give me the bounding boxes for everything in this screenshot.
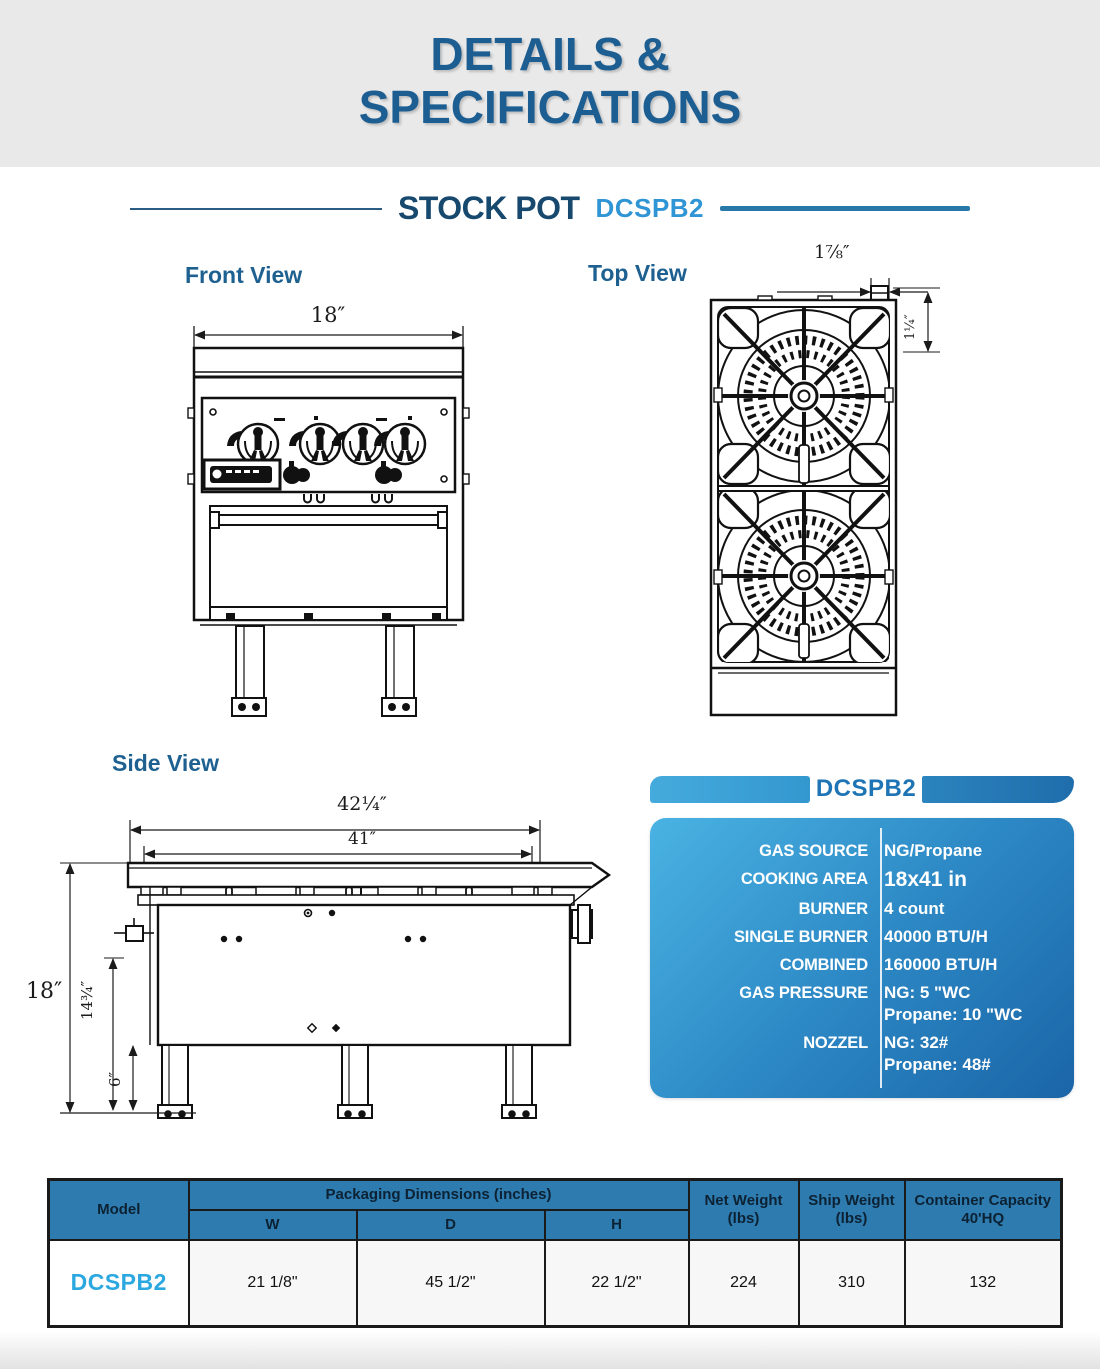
side-leg bbox=[158, 1045, 192, 1118]
gas-valve bbox=[114, 918, 154, 941]
spec-panel-header bbox=[650, 776, 1074, 803]
side-body-height-dimension: 14¾″ bbox=[78, 980, 96, 1020]
top-view-label: Top View bbox=[588, 260, 687, 286]
table-header-h: H bbox=[545, 1210, 689, 1240]
top-connection-height-dimension: 1¼″ bbox=[903, 314, 918, 340]
side-knob bbox=[572, 905, 592, 943]
side-view-label: Side View bbox=[112, 750, 219, 776]
page-title-line-1: DETAILS & bbox=[430, 28, 670, 80]
table-header-net-weight: Net Weight (lbs) bbox=[689, 1180, 799, 1240]
side-overall-depth-dimension: 42¼″ bbox=[337, 793, 387, 815]
table-cell-d: 45 1/2" bbox=[357, 1240, 545, 1327]
packaging-table bbox=[47, 1178, 1063, 1328]
spec-panel-divider bbox=[880, 828, 882, 1088]
table-header-model: Model bbox=[49, 1180, 189, 1240]
front-leg bbox=[232, 626, 266, 716]
spec-row-combined: COMBINED 160000 BTU/H bbox=[779, 955, 998, 974]
spec-panel bbox=[650, 776, 1074, 1098]
page-bottom-fade bbox=[0, 1331, 1100, 1369]
page-title-line-2: SPECIFICATIONS bbox=[358, 81, 742, 133]
top-view-drawing bbox=[688, 240, 978, 730]
top-connection-offset-dimension: 1⅞″ bbox=[814, 242, 850, 263]
table-header-d: D bbox=[357, 1210, 545, 1240]
spec-header-bar-right bbox=[922, 776, 1074, 803]
spec-panel-model: DCSPB2 bbox=[815, 775, 917, 802]
table-cell-ship-weight: 310 bbox=[799, 1240, 905, 1327]
heading-rule-right bbox=[720, 206, 970, 211]
section-title: STOCK POT bbox=[397, 190, 580, 226]
spec-row-single-burner: SINGLE BURNER 40000 BTU/H bbox=[734, 927, 988, 946]
side-leg-height-dimension: 6″ bbox=[106, 1071, 124, 1087]
brand-logo bbox=[204, 460, 280, 489]
spec-row-cooking-area: COOKING AREA 18x41 in bbox=[740, 868, 967, 891]
side-leg bbox=[338, 1045, 372, 1118]
side-view-drawing bbox=[16, 792, 646, 1152]
side-cooking-depth-dimension: 41″ bbox=[348, 829, 376, 849]
front-width-dimension: 18″ bbox=[310, 303, 346, 327]
spec-row-nozzel: NOZZEL NG: 32# Propane: 48# bbox=[803, 1033, 991, 1074]
table-header-capacity: Container Capacity 40'HQ bbox=[905, 1180, 1062, 1240]
table-cell-h: 22 1/2" bbox=[545, 1240, 689, 1327]
spec-panel-body bbox=[650, 818, 1074, 1098]
table-header-ship-weight: Ship Weight (lbs) bbox=[799, 1180, 905, 1240]
title-band bbox=[0, 0, 1100, 167]
spec-row-gas-source: GAS SOURCE NG/Propane bbox=[759, 841, 983, 860]
spec-row-burner: BURNER 4 count bbox=[798, 899, 945, 918]
table-header-w: W bbox=[189, 1210, 357, 1240]
table-row bbox=[49, 1240, 1062, 1327]
table-cell-net-weight: 224 bbox=[689, 1240, 799, 1327]
table-cell-w: 21 1/8" bbox=[189, 1240, 357, 1327]
table-cell-capacity: 132 bbox=[905, 1240, 1062, 1327]
table-cell-model: DCSPB2 bbox=[49, 1240, 189, 1327]
side-overall-height-dimension: 18″ bbox=[26, 979, 63, 1004]
side-leg bbox=[502, 1045, 536, 1118]
spec-header-bar-left bbox=[650, 776, 810, 803]
front-view-drawing bbox=[186, 302, 471, 722]
spec-row-gas-pressure: GAS PRESSURE NG: 5 "WC Propane: 10 "WC bbox=[739, 983, 1023, 1024]
section-heading bbox=[0, 190, 1100, 227]
heading-rule-left bbox=[130, 208, 382, 210]
table-header-packaging: Packaging Dimensions (inches) bbox=[189, 1180, 689, 1210]
front-view-label: Front View bbox=[185, 262, 303, 288]
section-model-code: DCSPB2 bbox=[595, 193, 705, 223]
front-leg bbox=[382, 626, 416, 716]
